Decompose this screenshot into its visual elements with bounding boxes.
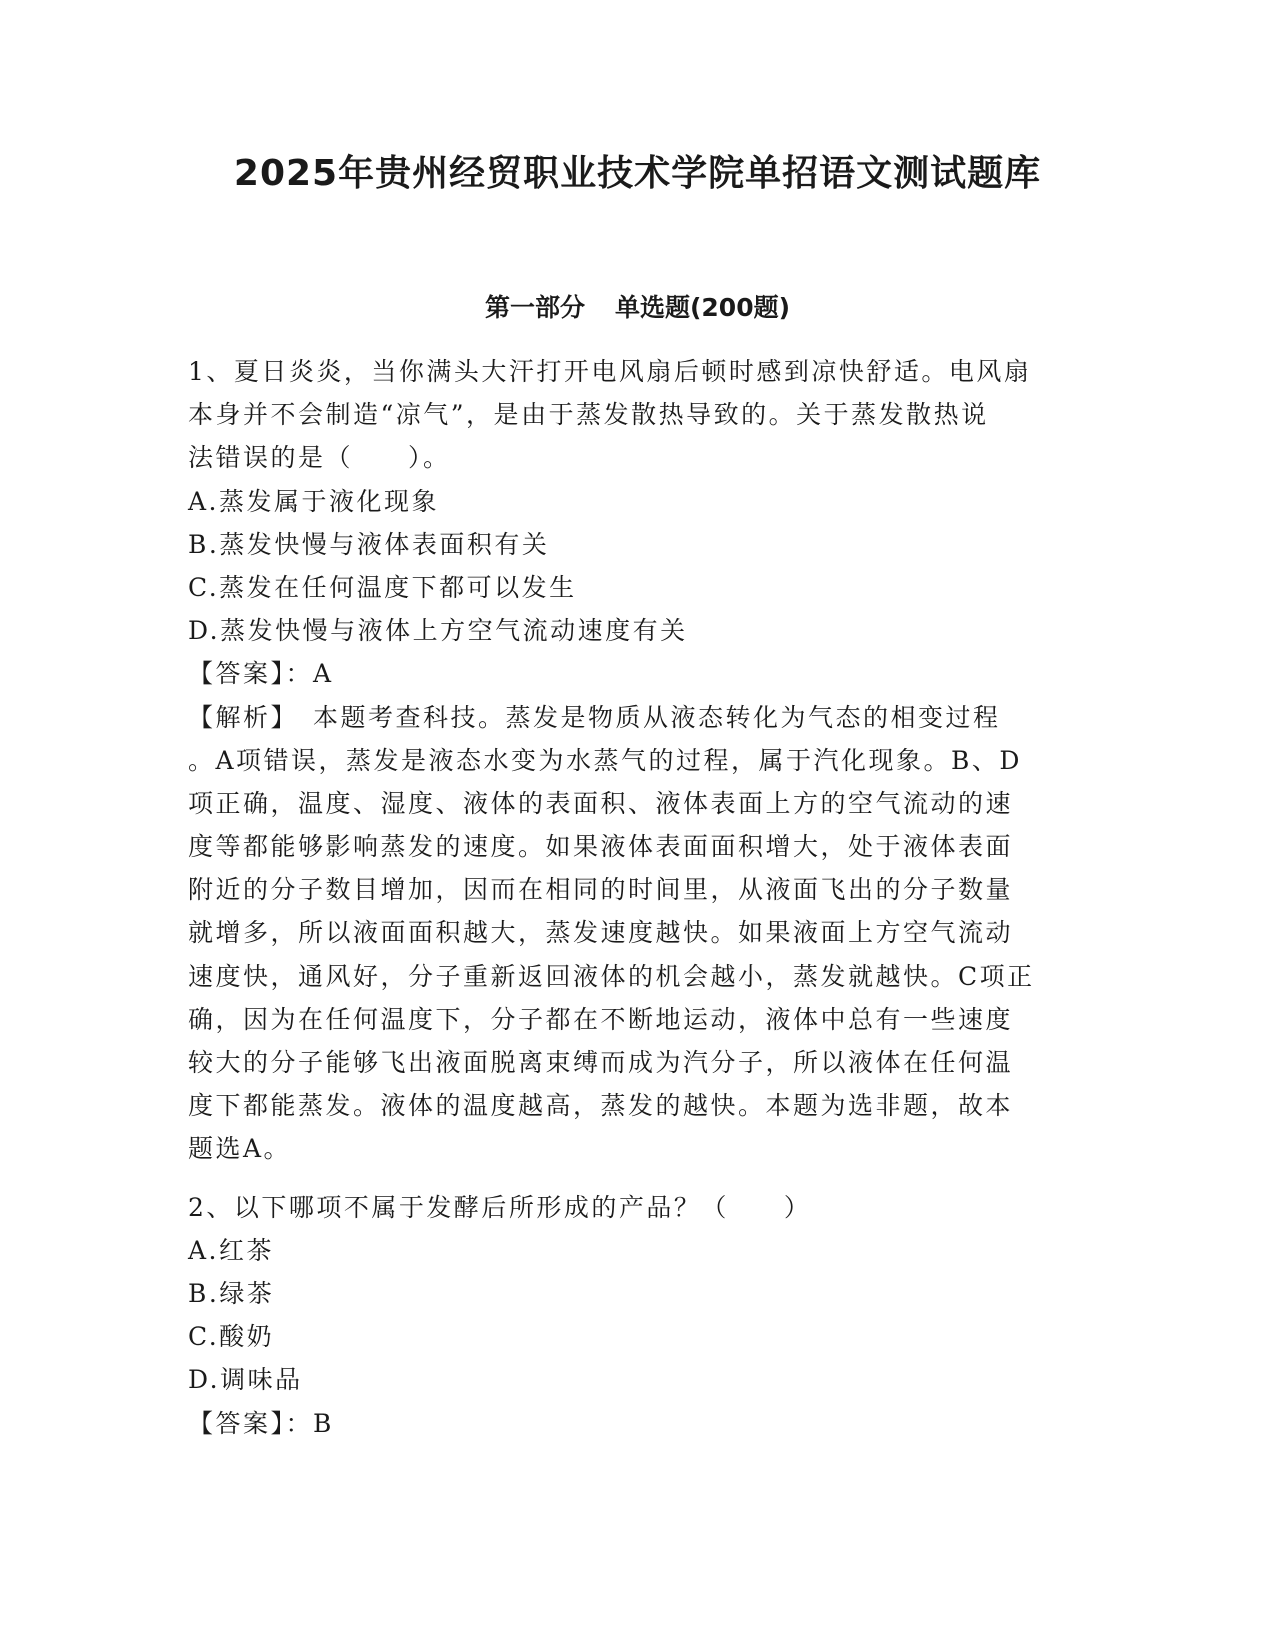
analysis-line: 项正确，温度、湿度、液体的表面积、液体表面上方的空气流动的速 — [188, 788, 1014, 818]
section-part: 第一部分 — [484, 293, 585, 322]
question-1 — [188, 350, 1088, 1171]
analysis-line: 较大的分子能够飞出液面脱离束缚而成为汽分子，所以液体在任何温 — [188, 1048, 1014, 1077]
analysis-line: 附近的分子数目增加，因而在相同的时间里，从液面飞出的分子数量 — [188, 875, 1014, 905]
section-name: 单选题(200题) — [614, 293, 791, 322]
option-b: B.蒸发快慢与液体表面积有关 — [188, 529, 550, 559]
analysis-line: 题选A。 — [188, 1134, 292, 1164]
option-c: C.蒸发在任何温度下都可以发生 — [188, 572, 577, 602]
analysis-line: 度等都能够影响蒸发的速度。如果液体表面面积增大，处于液体表面 — [188, 832, 1014, 862]
question-stem-line: 本身并不会制造“凉气”，是由于蒸发散热导致的。关于蒸发散热说 — [188, 400, 989, 430]
answer-line: 【答案】：B — [188, 1408, 334, 1438]
analysis-line: 度下都能蒸发。液体的温度越高，蒸发的越快。本题为选非题，故本 — [188, 1091, 1014, 1121]
option-b: B.绿茶 — [188, 1278, 275, 1308]
analysis-line: 。A项错误，蒸发是液态水变为水蒸气的过程，属于汽化现象。B、D — [188, 745, 1022, 775]
analysis-line: 速度快，通风好，分子重新返回液体的机会越小，蒸发就越快。C项正 — [188, 961, 1035, 991]
document-title: 2025年贵州经贸职业技术学院单招语文测试题库 — [233, 153, 1042, 194]
option-a: A.蒸发属于液化现象 — [188, 486, 440, 516]
option-c: C.酸奶 — [188, 1322, 275, 1352]
question-stem-line: 法错误的是（ ）。 — [188, 443, 451, 473]
question-stem-line: 1、夏日炎炎，当你满头大汗打开电风扇后顿时感到凉快舒适。电风扇 — [188, 357, 1032, 386]
answer-line: 【答案】：A — [188, 659, 334, 689]
question-stem-line: 2、以下哪项不属于发酵后所形成的产品？（ ） — [188, 1192, 812, 1222]
analysis-line: 就增多，所以液面面积越大，蒸发速度越快。如果液面上方空气流动 — [188, 918, 1014, 948]
option-d: D.蒸发快慢与液体上方空气流动速度有关 — [188, 616, 688, 646]
analysis-line: 【解析】 本题考查科技。蒸发是物质从液态转化为气态的相变过程 — [188, 702, 1001, 732]
question-2 — [188, 1186, 1088, 1445]
section-heading — [0, 290, 1275, 326]
analysis-line: 确，因为在任何温度下，分子都在不断地运动，液体中总有一些速度 — [188, 1004, 1014, 1034]
option-d: D.调味品 — [188, 1365, 303, 1395]
question-list — [188, 350, 1088, 1445]
option-a: A.红茶 — [188, 1235, 275, 1265]
